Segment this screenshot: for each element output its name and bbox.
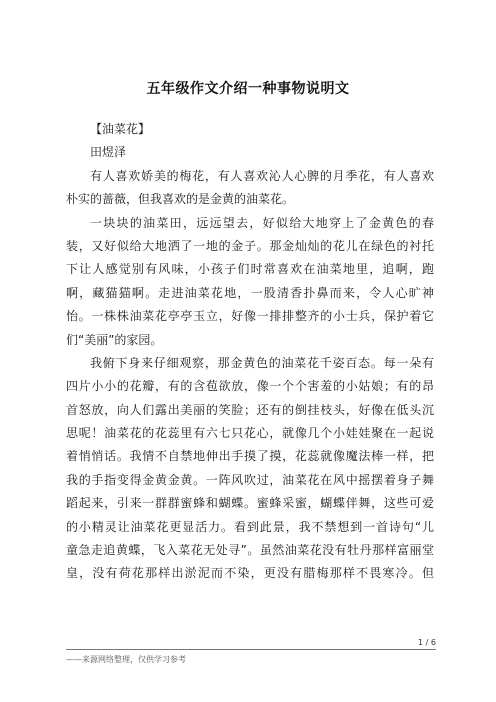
text-line: 童急走追黄蝶，飞入菜花无处寻”。虽然油菜花没有牡丹那样富丽堂 — [66, 543, 434, 558]
text-line: 田煜泽 — [90, 145, 127, 160]
text-line: 的小精灵让油菜花更显活力。看到此景，我不禁想到一首诗句“儿 — [66, 519, 434, 534]
page-number: 1 / 6 — [418, 638, 436, 647]
text-line: 我的手指变得金黄金黄。一阵风吹过，油菜花在风中摇摆着身子舞 — [66, 472, 434, 487]
text-line: 首怒放，向人们露出美丽的笑脸；还有的倒挂枝头，好像在低头沉 — [66, 402, 434, 417]
text-line: 蹈起来，引来一群群蜜蜂和蝴蝶。蜜蜂采蜜，蝴蝶伴舞，这些可爱 — [66, 496, 434, 511]
footer-note: ——来源网络整理，仅供学习参考 — [66, 655, 186, 664]
text-line: 思呢！油菜花的花蕊里有六七只花心，就像几个小娃娃聚在一起说 — [66, 426, 434, 441]
text-line: 【油菜花】 — [90, 122, 151, 136]
text-line: 一块块的油菜田，远远望去，好似给大地穿上了金黄色的春 — [90, 215, 434, 230]
text-line: 着悄悄话。我情不自禁地伸出手摸了摸，花蕊就像魔法棒一样，把 — [66, 449, 434, 464]
text-line: 下让人感觉别有风味，小孩子们时常喜欢在油菜地里，追啊，跑 — [66, 262, 434, 277]
text-line: 我俯下身来仔细观察，那金黄色的油菜花千姿百态。每一朵有 — [90, 355, 434, 370]
text-line: 们“美丽”的家园。 — [66, 332, 163, 347]
text-line: 啊，藏猫猫啊。走进油菜花地，一股清香扑鼻而来，令人心旷神 — [66, 285, 434, 300]
text-line: 装，又好似给大地洒了一地的金子。那金灿灿的花儿在绿色的衬托 — [66, 238, 434, 253]
text-line: 有人喜欢娇美的梅花，有人喜欢沁人心脾的月季花，有人喜欢 — [90, 168, 434, 183]
text-line: 怡。一株株油菜花亭亭玉立，好像一排排整齐的小士兵，保护着它 — [66, 309, 434, 324]
document-title: 五年级作文介绍一种事物说明文 — [146, 81, 350, 97]
text-line: 皇，没有荷花那样出淤泥而不染，更没有腊梅那样不畏寒冷。但 — [66, 566, 434, 581]
text-line: 四片小小的花瓣，有的含苞欲放，像一个个害羞的小姑娘；有的昂 — [66, 379, 434, 394]
document-body — [66, 118, 434, 586]
text-line: 朴实的蔷薇，但我喜欢的是金黄的油菜花。 — [66, 192, 295, 207]
footer-divider — [66, 649, 436, 650]
